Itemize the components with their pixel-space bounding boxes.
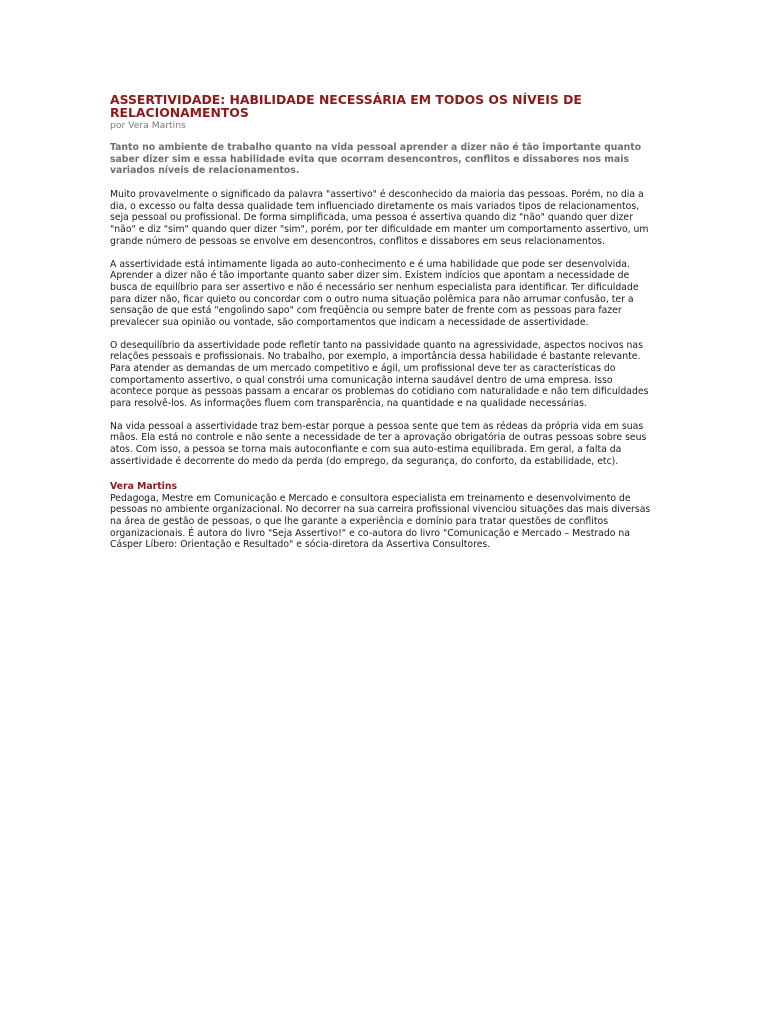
author-name: Vera Martins xyxy=(110,481,177,493)
article-paragraph-3: O desequilíbrio da assertividade pode refletir tanto na passividade quanto na agressividade, aspectos nocivos nas relações pessoais e profissionais. No trabalho, por exemplo, a importância dessa habilidade é bastante relevante. Para atender as demandas de um mercado competitivo e ágil, um profissional deve ter as características do comportamento assertivo, o qual constrói uma comunicação interna saudável dentro de uma empresa. Isso acontece porque as pessoas passam a encarar os problemas do cotidiano com naturalidade e não tem dificuldades para resolvê-los. As informações fluem com transparência, na quantidade e na qualidade necessárias. xyxy=(110,339,649,409)
article-lead: Tanto no ambiente de trabalho quanto na vida pessoal aprender a dizer não é tão importante quanto saber dizer sim e essa habilidade evita que ocorram desencontros, conflitos e dissabores nos mais variados níveis de relacionamentos. xyxy=(110,142,642,177)
article-paragraph-4: Na vida pessoal a assertividade traz bem-estar porque a pessoa sente que tem as rédeas da própria vida em suas mãos. Ela está no controle e não sente a necessidade de ter a aprovação obrigatória de outras pessoas sobre seus atos. Com isso, a pessoa se torna mais autoconfiante e com sua auto-estima equilibrada. Em geral, a falta da assertividade é decorrente do medo da perda (do emprego, da segurança, do conforto, da estabilidade, etc). xyxy=(110,420,647,467)
article-byline: por Vera Martins xyxy=(110,120,186,131)
author-bio: Pedagoga, Mestre em Comunicação e Mercado e consultora especialista em treinamento e desenvolvimento de pessoas no ambiente organizacional. No decorrer na sua carreira profissional vivenciou situações das mais diversas na área de gestão de pessoas, o que lhe garante a experiência e domínio para tratar questões de conflitos organizacionais. É autora do livro "Seja Assertivo!" e co-autora do livro "Comunicação e Mercado – Mestrado na Cásper Líbero: Orientação e Resultado" e sócia-diretora da Assertiva Consultores. xyxy=(110,492,651,551)
article-title: ASSERTIVIDADE: HABILIDADE NECESSÁRIA EM TODOS OS NÍVEIS DE RELACIONAMENTOS xyxy=(110,92,582,120)
article xyxy=(110,93,658,551)
article-paragraph-1: Muito provavelmente o significado da palavra "assertivo" é desconhecido da maioria das pessoas. Porém, no dia a dia, o excesso ou falta dessa qualidade tem influenciado diretamente os mais variados tipos de relacionamentos, seja pessoal ou profissional. De forma simplificada, uma pessoa é assertiva quando diz "não" quando quer dizer "não" e diz "sim" quando quer dizer "sim", porém, por ter dificuldade em manter um comportamento assertivo, um grande número de pessoas se envolve em desencontros, conflitos e dissabores em seus relacionamentos. xyxy=(110,189,649,247)
article-paragraph-2: A assertividade está intimamente ligada ao auto-conhecimento e é uma habilidade que pode ser desenvolvida. Aprender a dizer não é tão importante quanto saber dizer sim. Existem indícios que apontam a necessidade de busca de equilíbrio para ser assertivo e não é necessário ser nenhum especialista para identificar. Ter dificuldade para dizer não, ficar quieto ou concordar com o outro numa situação polêmica para não arrumar confusão, ter a sensação de que está "engolindo sapo" com freqüência ou sempre bater de frente com as pessoas para fazer prevalecer sua opinião ou vontade, são comportamentos que indicam a necessidade de assertividade. xyxy=(110,258,639,328)
